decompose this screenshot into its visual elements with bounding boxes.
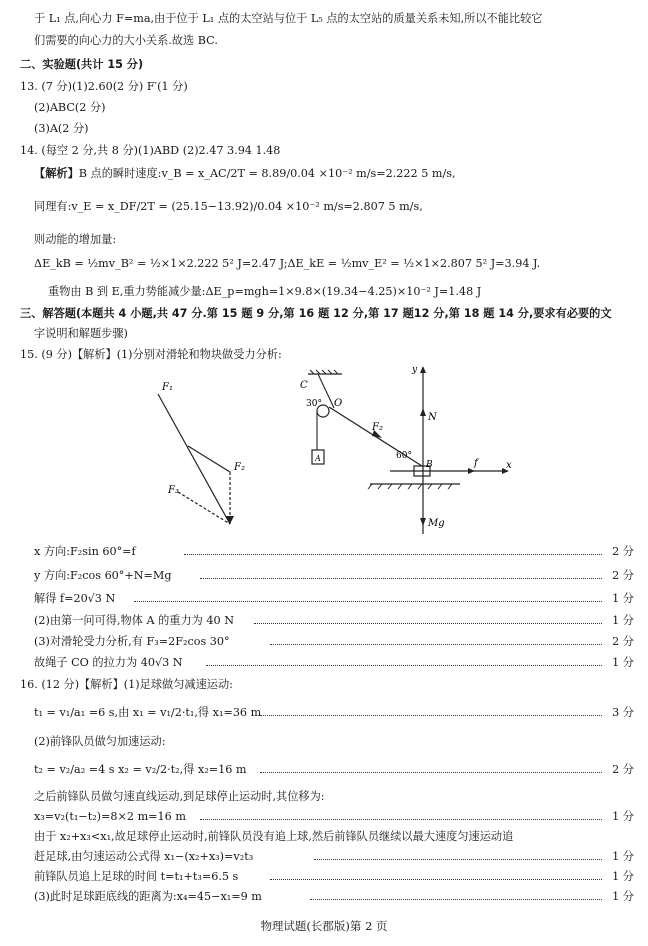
q15-head: 15. (9 分)【解析】(1)分别对滑轮和物块做受力分析: [20, 348, 282, 361]
score-badge: 2 分 [612, 635, 634, 648]
label-f1: F₁ [162, 382, 173, 393]
q16-step-2: (2)前锋队员做匀加速运动: [34, 735, 166, 748]
section-3-heading: 三、解答题(本题共 4 小题,共 47 分.第 15 题 9 分,第 16 题 12 分,第 17 题12 分,第 18 题 14 分,要求有必要的文 [20, 307, 612, 320]
label-c: C [300, 380, 308, 391]
score-badge: 1 分 [612, 850, 634, 863]
q14-line5: 重物由 B 到 E,重力势能减少量:ΔE_p=mgh=1×9.8×(19.34−4.25)×10⁻² J=1.48 J [48, 285, 482, 298]
analysis-tag: 【解析】 [34, 167, 79, 180]
q14-line4: ΔE_kB = ½mv_B² = ½×1×2.222 5² J=2.47 J;ΔE_kE = ½mv_E² = ½×1×2.807 5² J=3.94 J. [34, 257, 541, 270]
label-x: x [506, 460, 512, 471]
label-f2: F₂ [234, 462, 245, 473]
force-triangle-figure [140, 372, 260, 532]
score-badge: 2 分 [612, 763, 634, 776]
score-badge: 1 分 [612, 890, 634, 903]
label-a: A [315, 454, 321, 463]
q13-part2: (2)ABC(2 分) [34, 101, 106, 114]
q14-line2: 同理有:v_E = x_DF/2T = (25.15−13.92)/0.04 ×10⁻² m/s=2.807 5 m/s, [34, 200, 423, 213]
label-o: O [334, 398, 343, 409]
intro-line-2: 们需要的向心力的大小关系.故选 BC. [34, 34, 218, 47]
q16-step-4: 之后前锋队员做匀速直线运动,到足球停止运动时,其位移为: [34, 790, 325, 803]
label-60deg: 60° [396, 451, 412, 461]
label-f2-rope: F₂ [372, 422, 383, 433]
section-2-heading: 二、实验题(共计 15 分) [20, 58, 144, 71]
score-badge: 1 分 [612, 614, 634, 627]
label-30deg: 30° [306, 399, 322, 409]
label-mg: Mg [428, 518, 445, 529]
q16-step-6: 由于 x₂+x₃<x₁,故足球停止运动时,前锋队员没有追上球,然后前锋队员继续以最大速度匀速运动追 [34, 830, 514, 843]
score-badge: 1 分 [612, 870, 634, 883]
score-badge: 1 分 [612, 592, 634, 605]
score-badge: 2 分 [612, 569, 634, 582]
q13-part3: (3)A(2 分) [34, 122, 89, 135]
q14-analysis-line1: 【解析】B 点的瞬时速度:v_B = x_AC/2T = 8.89/0.04 ×10⁻² m/s=2.222 5 m/s, [34, 167, 456, 180]
pulley-block-figure [290, 362, 525, 542]
score-badge: 2 分 [612, 545, 634, 558]
intro-line-1: 于 L₁ 点,向心力 F=ma,由于位于 L₁ 点的太空站与位于 L₅ 点的太空站的质量关系未知,所以不能比较它 [34, 12, 543, 25]
label-f: f [474, 458, 478, 469]
q13-head: 13. (7 分)(1)2.60(2 分) F′(1 分) [20, 80, 188, 93]
label-n: N [428, 412, 437, 423]
score-badge: 3 分 [612, 706, 634, 719]
score-badge: 1 分 [612, 656, 634, 669]
label-b: B [426, 460, 433, 470]
label-f3: F₃ [168, 485, 179, 496]
section-3-heading-cont: 字说明和解题步骤) [34, 327, 128, 340]
label-y: y [412, 365, 418, 375]
page-footer: 物理试题(长郡版)第 2 页 [260, 919, 388, 933]
q14-line3: 则动能的增加量: [34, 233, 117, 246]
q16-head: 16. (12 分)【解析】(1)足球做匀减速运动: [20, 678, 233, 691]
q14-head: 14. (每空 2 分,共 8 分)(1)ABD (2)2.47 3.94 1.48 [20, 144, 281, 157]
score-badge: 1 分 [612, 810, 634, 823]
